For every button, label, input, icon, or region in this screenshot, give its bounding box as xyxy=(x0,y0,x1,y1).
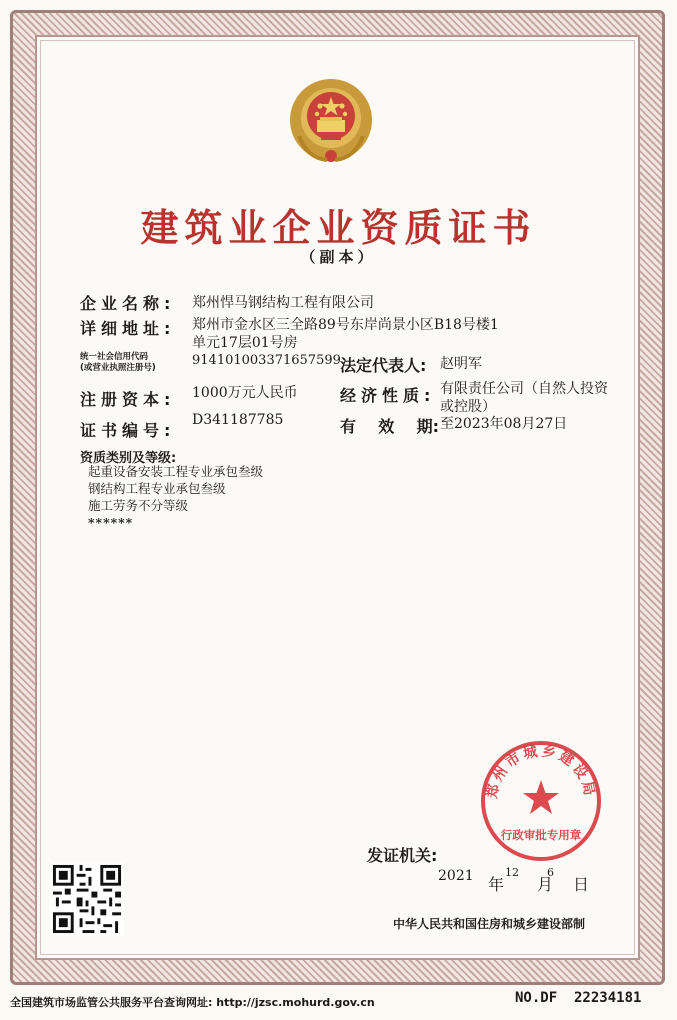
qr-code-icon xyxy=(50,862,124,936)
qualification-item: 施工劳务不分等级 xyxy=(88,498,189,513)
address-label: 详细地址: xyxy=(80,319,176,338)
qualification-item: 钢结构工程专业承包叁级 xyxy=(88,481,226,496)
company-name-value: 郑州悍马钢结构工程有限公司 xyxy=(192,295,374,311)
seal-star-icon xyxy=(523,780,559,814)
address-line1: 郑州市金水区三全路89号东岸尚景小区B18号楼1 xyxy=(192,317,499,333)
issuer-label: 发证机关: xyxy=(367,846,438,865)
certificate-subtitle: （副本） xyxy=(300,248,377,266)
legal-rep-label: 法定代表人: xyxy=(340,356,427,375)
capital-value: 1000万元人民币 xyxy=(192,385,298,401)
certificate-title: 建筑业企业资质证书 xyxy=(140,206,537,250)
legal-rep-value: 赵明军 xyxy=(440,356,482,372)
qualification-end-mark: ****** xyxy=(88,515,134,530)
issue-month: 12 xyxy=(505,866,519,879)
capital-label: 注册资本: xyxy=(80,390,176,409)
credit-code-label-line2: (或营业执照注册号) xyxy=(80,363,156,373)
econ-type-label: 经济性质: xyxy=(340,386,436,405)
issue-day: 6 xyxy=(547,866,554,879)
valid-value: 至2023年08月27日 xyxy=(440,416,568,432)
seal-bottom-text: 行政审批专用章 xyxy=(500,828,582,842)
qualification-list xyxy=(88,463,263,531)
cert-no-value: D341187785 xyxy=(192,412,284,428)
credit-code-label-line1: 统一社会信用代码 xyxy=(80,352,149,362)
issue-year: 2021 xyxy=(438,868,474,884)
cert-no-label: 证书编号: xyxy=(80,421,176,440)
issue-year-unit: 年 xyxy=(488,875,505,894)
credit-code-value: 914101003371657599 xyxy=(192,353,341,368)
official-seal xyxy=(478,738,604,864)
address-line2: 单元17层01号房 xyxy=(192,335,298,351)
qualification-label: 资质类别及等级: xyxy=(80,451,177,466)
issue-day-unit: 日 xyxy=(573,875,590,894)
econ-type-line1: 有限责任公司（自然人投资 xyxy=(440,381,608,397)
query-website: 全国建筑市场监管公共服务平台查询网址: http://jzsc.mohurd.gov.cn xyxy=(10,996,375,1009)
ministry-line: 中华人民共和国住房和城乡建设部制 xyxy=(393,917,586,931)
seal-top-text: 郑州市城乡建设局 xyxy=(484,743,598,800)
econ-type-line2: 或控股） xyxy=(440,399,496,415)
serial-number: NO.DF 22234181 xyxy=(515,990,642,1006)
national-emblem-icon xyxy=(287,76,375,168)
valid-label: 有 效 期: xyxy=(340,417,439,436)
issue-month-unit: 月 xyxy=(537,875,554,894)
company-name-label: 企业名称: xyxy=(80,294,176,313)
qualification-item: 起重设备安装工程专业承包叁级 xyxy=(88,464,264,479)
